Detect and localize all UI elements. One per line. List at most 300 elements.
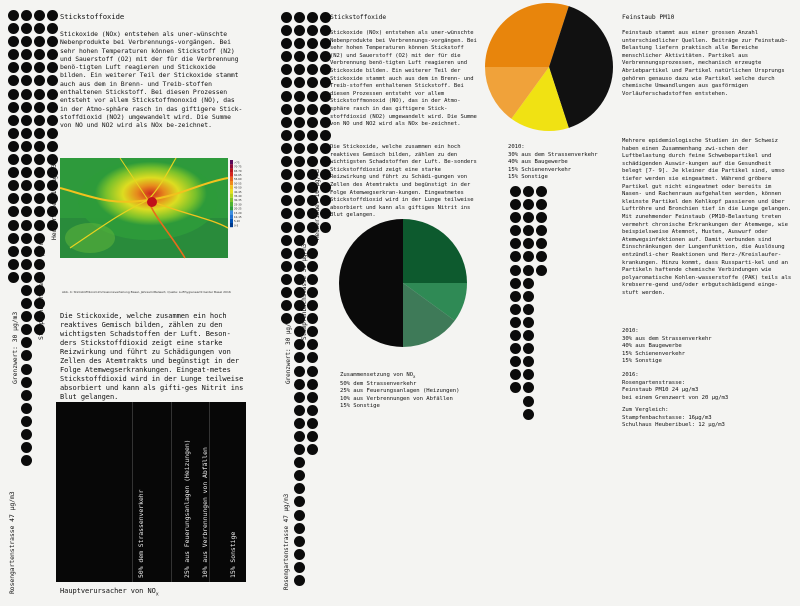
pie-title — [340, 372, 490, 381]
dot — [8, 272, 19, 283]
bar-divider — [132, 402, 133, 582]
label-grenzwert: Grenzwert: 30 µg/m3 — [11, 311, 19, 384]
map-legend-tick: 40-45 — [234, 190, 242, 194]
map-legend-swatch — [230, 194, 233, 198]
dot — [307, 117, 318, 128]
map-legend-swatch — [230, 173, 233, 177]
map-legend-swatch — [230, 219, 233, 223]
dot — [294, 496, 305, 507]
dot — [523, 199, 534, 210]
dot — [294, 195, 305, 206]
bar-label-4: 15% Sonstige — [229, 531, 237, 578]
dot — [294, 470, 305, 481]
dot — [294, 431, 305, 442]
bar-caption-text: Hauptverursacher von NO — [60, 587, 156, 595]
dot — [307, 418, 318, 429]
label-heuberibuel: Heuberibuel 16 µg/m3 — [50, 164, 58, 240]
left-title: Stickstoffoxide — [60, 12, 125, 21]
dot — [8, 246, 19, 257]
nox-pie-slice — [403, 219, 467, 283]
dot — [294, 575, 305, 586]
dot — [510, 199, 521, 210]
right-block-2016 — [622, 372, 792, 402]
dot — [34, 167, 45, 178]
block-line: Stampfenbachstasse: 16µg/m3 — [622, 414, 712, 421]
map-legend-tick: 70-75 — [234, 165, 242, 169]
dot — [523, 238, 534, 249]
map-legend-swatch — [230, 160, 233, 164]
pie-legend-item: 10% aus Verbrennungen von Abfällen — [340, 395, 453, 402]
map-legend-swatch — [230, 215, 233, 219]
dot — [21, 416, 32, 427]
dot — [21, 36, 32, 47]
dot — [536, 251, 547, 262]
dot — [523, 382, 534, 393]
dot — [47, 115, 58, 126]
dot — [523, 304, 534, 315]
dot — [21, 75, 32, 86]
dot — [34, 180, 45, 191]
block-line: 2016: — [622, 372, 639, 378]
dot — [307, 431, 318, 442]
dot — [21, 285, 32, 296]
dot — [523, 330, 534, 341]
dot — [294, 523, 305, 534]
dot — [34, 193, 45, 204]
map-legend-tick: 35-40 — [234, 195, 242, 198]
map-legend-swatch — [230, 185, 233, 189]
dot — [281, 77, 292, 88]
dot — [281, 182, 292, 193]
dot — [21, 337, 32, 348]
dot — [21, 350, 32, 361]
dot — [21, 167, 32, 178]
dot — [34, 10, 45, 21]
dot — [8, 10, 19, 21]
dot — [21, 102, 32, 113]
dot — [281, 274, 292, 285]
left-paragraph-1: Stickoxide (NOx) entstehen als uner-wünschte Nebenprodukte bei Verbrennungs-vorgängen. Bei sehr hohen Temperaturen können Stickstoff (N2) und Sauerstoff (O2) mit der für die Verbrennung benö-tigten Luft reagieren und Stickoxide bilden. Ein weiterer Teil der Stickoxide stammt auch aus dem in Brenn- und Treib-stoffen enthaltenen Stickstoff. Bei diesen Prozessen entsteht vor allem Stickstoffmonoxid (NO), das in der Atmo-sphäre rasch in das giftigere Stick-stoffdioxid (NO2) umgewandelt wird. Die Summe von NO und NO2 wird als NOx be-zeichnet. — [60, 30, 243, 130]
dot — [294, 143, 305, 154]
dot — [34, 128, 45, 139]
label-grenzwert: Grenzwert: 30 µg/m3 — [285, 316, 292, 384]
dot — [294, 379, 305, 390]
dot — [21, 324, 32, 335]
dot — [536, 225, 547, 236]
bar-divider — [209, 402, 210, 582]
dot — [8, 62, 19, 73]
dot — [21, 455, 32, 466]
dot — [21, 364, 32, 375]
dot — [281, 12, 292, 23]
dot — [281, 261, 292, 272]
dot — [294, 91, 305, 102]
map-legend-tick: 15-20 — [234, 211, 242, 215]
block-line: Feinstaub PM10 24 µg/m3 — [622, 387, 699, 394]
dot — [34, 102, 45, 113]
map-legend-tick: 0-5 — [234, 224, 239, 228]
dot — [281, 38, 292, 49]
dot — [307, 156, 318, 167]
dot — [281, 222, 292, 233]
dot — [320, 130, 331, 141]
dot — [294, 418, 305, 429]
map-legend-tick: 50-55 — [234, 182, 242, 186]
pm-legend-item: 15% Schienenverkehr — [508, 166, 572, 173]
dot-column-mid-a — [281, 12, 292, 326]
dot — [523, 343, 534, 354]
dot — [8, 154, 19, 165]
dot — [281, 208, 292, 219]
dot — [307, 77, 318, 88]
dot — [294, 38, 305, 49]
dot — [523, 186, 534, 197]
dot-column-pm-c — [536, 186, 547, 278]
dot — [21, 154, 32, 165]
dot — [281, 51, 292, 62]
dot — [281, 235, 292, 246]
dot — [21, 233, 32, 244]
pie-title-sub: x — [413, 374, 416, 380]
block-line: 15% Schienenverkehr — [622, 350, 686, 357]
dot — [294, 104, 305, 115]
dot — [21, 272, 32, 283]
dot — [281, 169, 292, 180]
dot — [21, 206, 32, 217]
dot — [8, 75, 19, 86]
dot — [21, 246, 32, 257]
pie-legend-item: 25% aus Feuerungsanlagen (Heizungen) — [340, 388, 460, 395]
dot — [281, 143, 292, 154]
dot — [510, 317, 521, 328]
dot — [307, 339, 318, 350]
dot — [294, 77, 305, 88]
no2-map-image — [60, 158, 242, 296]
dot — [523, 212, 534, 223]
dot — [21, 298, 32, 309]
dot — [536, 186, 547, 197]
dot — [281, 248, 292, 259]
dot — [536, 265, 547, 276]
pie-title-text: Zusammensetzung von NO — [340, 372, 413, 378]
dot — [510, 238, 521, 249]
dot — [510, 225, 521, 236]
block-line: Rosengartenstrasse: — [622, 379, 686, 386]
middle-title: Stickstoffoxide — [330, 14, 387, 21]
dot — [281, 156, 292, 167]
block-line: bei einem Grenzwert von 20 µg/m3 — [622, 394, 729, 401]
dot — [510, 251, 521, 262]
dot — [294, 12, 305, 23]
dot — [281, 300, 292, 311]
dot — [523, 291, 534, 302]
dot — [523, 356, 534, 367]
dot — [307, 392, 318, 403]
dot — [34, 141, 45, 152]
dot — [510, 330, 521, 341]
left-paragraph-2: Die Stickoxide, welche zusammen ein hoch reaktives Gemisch bilden, zählen zu den wichtigsten Schadstoffen der Luft. Beson-ders Stickstoffdioxid zeigt eine starke Reizwirkung und führt zu Schädigungen von Zellen des Atemtrakts und begünstigt in der Folge Atemwegserkrankungen. Eingeat-metes Stickstoffdioxid wird in der Lunge teilweise absorbiert und kann als gifti-ges Nitrit ins Blut gelangen. — [60, 312, 244, 401]
right-title: Feinstaub PM10 — [622, 14, 675, 21]
label-stampfenbach: Stampfenbachstasse 31 µg/m3 — [37, 237, 45, 340]
dot — [47, 141, 58, 152]
map-legend-tick: 45-50 — [234, 186, 242, 190]
dot — [21, 259, 32, 270]
dot — [21, 10, 32, 21]
dot — [523, 225, 534, 236]
map-legend-swatch — [230, 168, 233, 172]
dot — [21, 442, 32, 453]
map-legend-swatch — [230, 210, 233, 214]
dot — [8, 89, 19, 100]
dot — [34, 62, 45, 73]
map-legend-swatch — [230, 223, 233, 227]
right-block-2010 — [622, 328, 792, 366]
dot — [536, 238, 547, 249]
map-legend-tick: 30-35 — [234, 199, 242, 203]
label-rosengarten: Rosengartenstrasse 47 µg/m3 — [283, 493, 290, 590]
map-legend-tick: >75 — [234, 161, 240, 165]
map-legend-swatch — [230, 181, 233, 185]
dot — [21, 89, 32, 100]
nox-pie-chart — [338, 218, 468, 348]
map-caption: Abb. 4: Stickstoffdioxid-Immissionsverteilung Basel, Jahresmittelwert, Quelle: Lufthygieneamt beider Basel 2016 — [62, 290, 231, 294]
map-legend-tick: 20-25 — [234, 207, 242, 211]
dot — [21, 128, 32, 139]
dot — [47, 75, 58, 86]
block-line: Zum Vergleich: — [622, 407, 669, 413]
dot — [523, 317, 534, 328]
bar-label-2: 25% aus Feuerungsanlagen (Heizungen) — [183, 439, 191, 578]
dot — [281, 64, 292, 75]
right-paragraph-2: Mehrere epidemiologische Studien in der Schweiz haben einen Zusammenhang zwi-schen der Luftbelastung durch feine Schwebepartikel und schädigenden Auswir-kungen auf die Gesundheit belegt [7- 9]. Je kleiner die Partikel sind, umso tiefer werden sie eingeatmet. Während gröbere Partikel gut nicht eingeatmet oder bereits im Nasen- und Rachenraum aufgehalten werden, können kleinste Partikel den Kehlkopf passieren und über Luftröhre und Bronchien tief in die Lunge gelangen. Mit zunehmender Feinstaub (PM10-Belastung treten vermehrt chronische Erkrankungen der Atemwege, wie beispielsweise Atemnot, Husten, Auswurf oder Atemwegsinfektionen auf. Damit verbunden sind Einschränkungen der Lungenfunktion, die Auslösung entzündli-cher Reaktionen und Herz-/Kreislaufer-krankungen. Hinzu kommt, dass Russparti-kel und an Partikeln haftende chemische Verbindungen wie polyaromatische Kohlen-wasserstoffe (PAK) teils als krebserre-gend und/oder erbgutschädigend einge-stuft werden. — [622, 138, 792, 296]
map-legend-swatch — [230, 189, 233, 193]
dot — [8, 259, 19, 270]
block-line: Schulhaus Heuberibuel: 12 µg/m3 — [622, 422, 725, 429]
dot — [307, 64, 318, 75]
dot — [34, 115, 45, 126]
dot — [8, 128, 19, 139]
dot — [8, 233, 19, 244]
dot — [34, 154, 45, 165]
pm-pie-legend — [508, 144, 628, 182]
map-legend-swatch — [230, 164, 233, 168]
nox-pie-slice — [339, 219, 403, 347]
no2-map — [60, 158, 242, 296]
dot — [34, 23, 45, 34]
dot — [510, 278, 521, 289]
block-line: 2010: — [622, 328, 639, 334]
bar-chart-columns — [56, 402, 246, 582]
dot-column-pm-b — [523, 186, 534, 422]
dot — [281, 104, 292, 115]
dot — [294, 25, 305, 36]
dot — [523, 265, 534, 276]
dot — [47, 128, 58, 139]
pm-pie-chart — [484, 2, 614, 132]
dot — [47, 36, 58, 47]
dot — [8, 141, 19, 152]
dot — [294, 130, 305, 141]
dot — [523, 251, 534, 262]
dot — [307, 366, 318, 377]
dot — [21, 377, 32, 388]
pm-legend-item: 15% Sonstige — [508, 174, 548, 180]
map-legend-swatch — [230, 202, 233, 206]
right-block-vergleich — [622, 407, 792, 430]
dot — [47, 23, 58, 34]
dot — [510, 343, 521, 354]
dot — [21, 311, 32, 322]
dot — [510, 382, 521, 393]
bar-chart-caption — [60, 587, 159, 599]
dot-column-pm-a — [510, 186, 521, 396]
map-legend-tick: 25-30 — [234, 203, 242, 207]
dot — [281, 130, 292, 141]
dot — [294, 182, 305, 193]
dot — [21, 390, 32, 401]
bar-caption-sub: x — [155, 591, 159, 598]
dot — [47, 102, 58, 113]
label-stampfenbach: Stampfenbachstasse 31 µg/m3 — [301, 243, 308, 340]
pie-legend-item: 50% dem Strassenverkehr — [340, 380, 417, 387]
dot — [294, 444, 305, 455]
dot — [34, 49, 45, 60]
dot — [510, 265, 521, 276]
right-paragraph-1: Feinstaub stammt aus einer grossen Anzahl unterschiedlicher Quellen. Beiträge zur Feinstaub-Belastung liefern praktisch alle Bereiche menschlicher Aktivitäten. Partikel aus Verbrennungsprozessen, mechanisch erzeugte Abriebpartikel und Partikel natürlichen Ursprungs gehören genauso dazu wie Partikel welche durch chemische Umwandlungen aus gasförmigen Vorläuferschadstoffen entstehen. — [622, 30, 788, 97]
map-legend-tick: 5-10 — [234, 220, 240, 224]
dot — [281, 117, 292, 128]
bar-label-3: 10% aus Verbrennungen von Abfällen — [201, 447, 209, 578]
pm-year: 2010: — [508, 144, 525, 150]
nox-pie-legend — [340, 372, 490, 411]
dot — [47, 10, 58, 21]
dot — [294, 405, 305, 416]
dot — [307, 12, 318, 23]
dot — [34, 89, 45, 100]
dot — [307, 405, 318, 416]
dot — [294, 392, 305, 403]
dot — [536, 212, 547, 223]
dot — [510, 369, 521, 380]
dot — [294, 483, 305, 494]
dot — [294, 536, 305, 547]
dot — [294, 366, 305, 377]
dot — [21, 180, 32, 191]
dot — [34, 220, 45, 231]
dot — [8, 220, 19, 231]
dot — [8, 49, 19, 60]
dot — [510, 291, 521, 302]
dot — [47, 62, 58, 73]
dot — [294, 117, 305, 128]
dot — [294, 457, 305, 468]
dot — [307, 379, 318, 390]
bar-label-1: 50% dem Strassenverkehr — [137, 489, 145, 578]
dot — [21, 220, 32, 231]
pm-legend-item: 30% aus dem Strassenverkehr — [508, 151, 598, 158]
pm-legend-item: 40% aus Baugewerbe — [508, 159, 568, 165]
label-heuberibuel: Heuberibuel 16 µg/m3 — [314, 168, 321, 240]
dot — [294, 64, 305, 75]
dot — [281, 25, 292, 36]
dot — [8, 167, 19, 178]
dot — [523, 278, 534, 289]
dot — [294, 208, 305, 219]
bar-divider — [171, 402, 172, 582]
dot — [307, 25, 318, 36]
map-legend-swatch — [230, 177, 233, 181]
middle-paragraph-2: Die Stickoxide, welche zusammen ein hoch reaktives Gemisch bilden, zählen zu den wichtigsten Schadstoffen der Luft. Be-sonders Stickstoffdioxid zeigt eine starke Reizwirkung und führt zu Schädi-gungen von Zellen des Atemtrakts und begünstigt in der Folge Atemwegserkran-kungen. Eingeatmetes Stickstoffdioxid wird in der Lunge teilweise absorbiert und kann als giftiges Nitrit ins Blut gelangen. — [330, 144, 477, 219]
dot — [8, 23, 19, 34]
dot — [307, 130, 318, 141]
dot — [523, 409, 534, 420]
map-legend-tick: 65-70 — [234, 169, 242, 173]
dot — [8, 193, 19, 204]
dot — [21, 141, 32, 152]
dot — [21, 403, 32, 414]
dot-column-left-a — [8, 10, 19, 285]
dot — [294, 51, 305, 62]
dot — [281, 91, 292, 102]
dot — [294, 222, 305, 233]
label-rosengarten: Rosengartenstrasse 47 µg/m3 — [8, 491, 16, 594]
dot — [21, 49, 32, 60]
dot — [34, 75, 45, 86]
block-line: 15% Sonstige — [622, 358, 662, 365]
dot — [307, 91, 318, 102]
dot — [8, 180, 19, 191]
dot — [510, 356, 521, 367]
dot — [47, 89, 58, 100]
map-legend-swatch — [230, 198, 233, 202]
dot — [307, 104, 318, 115]
dot — [294, 169, 305, 180]
dot — [281, 195, 292, 206]
middle-paragraph-1: Stickoxide (NOx) entstehen als uner-wünschte Nebenprodukte bei Verbrennungs-vorgängen. Bei sehr hohen Temperaturen können Stickstoff (N2) und Sauerstoff (O2) mit der für die Verbrennung benö-tigten Luft reagieren und Stickoxide bilden. Ein weiterer Teil der Stickoxide stammt auch aus dem in Brenn- und Treib-stoffen enthaltenen Stickstoff. Bei diesen Prozessen entsteht vor allem Stickstoffmonoxid (NO), das in der Atmo-sphäre rasch in das giftigere Stick-stoffdioxid (NO2) umgewandelt wird. Die Summe von NO und NO2 wird als NOx be-zeichnet. — [330, 30, 477, 128]
dot — [281, 287, 292, 298]
dot — [294, 510, 305, 521]
dot — [510, 186, 521, 197]
dot — [8, 102, 19, 113]
pie-legend-item: 15% Sonstige — [340, 403, 380, 410]
map-legend-tick: 10-15 — [234, 216, 242, 219]
dot — [510, 304, 521, 315]
dot — [8, 36, 19, 47]
dot — [510, 212, 521, 223]
dot — [307, 51, 318, 62]
dot — [21, 23, 32, 34]
map-legend-tick: 55-60 — [234, 178, 242, 182]
dot — [294, 156, 305, 167]
dot — [294, 339, 305, 350]
dot — [34, 36, 45, 47]
dot — [307, 444, 318, 455]
dot — [294, 549, 305, 560]
block-line: 40% aus Baugewerbe — [622, 343, 682, 350]
block-line: 30% aus dem Strassenverkehr — [622, 335, 712, 342]
dot — [34, 206, 45, 217]
dot — [21, 115, 32, 126]
dot — [21, 62, 32, 73]
dot — [307, 38, 318, 49]
dot — [21, 429, 32, 440]
dot — [8, 115, 19, 126]
dot — [307, 143, 318, 154]
dot — [523, 396, 534, 407]
dot — [8, 206, 19, 217]
map-legend-swatch — [230, 206, 233, 210]
dot — [47, 49, 58, 60]
